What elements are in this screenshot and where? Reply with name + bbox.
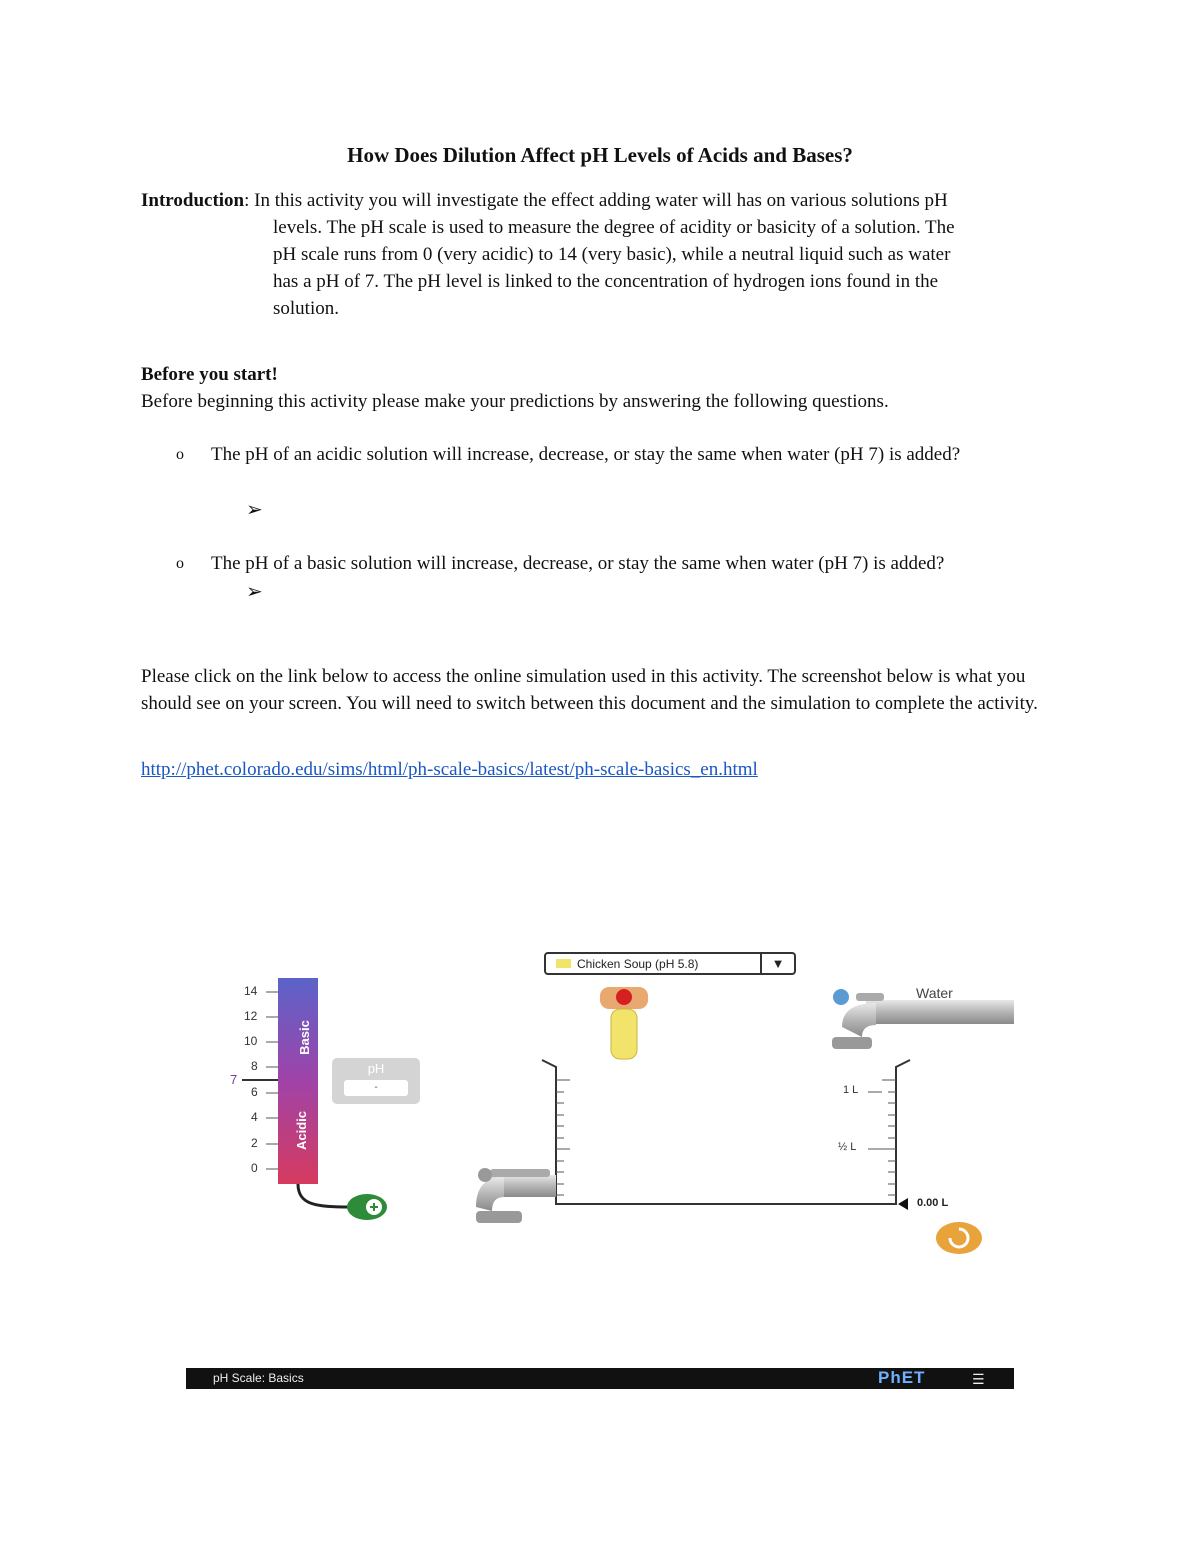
page-title: How Does Dilution Affect pH Levels of Acids and Bases? <box>347 143 853 167</box>
ph-tick-label: 6 <box>251 1085 258 1099</box>
before-text: Before beginning this activity please make your predictions by answering the following questions. <box>141 391 889 412</box>
answer-arrow-icon[interactable]: ➢ <box>246 499 263 521</box>
solution-dropdown[interactable] <box>544 952 796 975</box>
drain-faucet-handle <box>478 1168 492 1182</box>
probe-cable <box>298 1184 351 1207</box>
answer-arrow-icon[interactable]: ➢ <box>246 581 263 603</box>
acidic-label: Acidic <box>294 1110 310 1151</box>
dropper-tube <box>611 1009 637 1059</box>
solution-dropdown-label: Chicken Soup (pH 5.8) <box>577 957 699 971</box>
intro-line: has a pH of 7. The pH level is linked to the concentration of hydrogen ions found in the <box>273 271 939 292</box>
sim-footer-bar <box>186 1368 1014 1389</box>
phet-logo[interactable]: PhET <box>878 1368 926 1387</box>
reset-button <box>936 1222 982 1254</box>
ph-tick-label: 4 <box>251 1110 258 1124</box>
ph-meter-label: pH <box>367 1061 385 1076</box>
basic-label: Basic <box>296 1020 312 1055</box>
water-faucet <box>866 1000 1014 1024</box>
ph-tick-label: 10 <box>244 1034 258 1048</box>
intro-line: pH scale runs from 0 (very acidic) to 14 (very basic), while a neutral liquid such as water <box>273 244 951 265</box>
volume-readout: 0.00 L <box>917 1197 949 1209</box>
dropdown-arrow-icon[interactable]: ▼ <box>760 954 794 973</box>
before-heading: Before you start! <box>141 364 278 385</box>
solution-color-swatch <box>556 959 571 968</box>
ph-tick-label: 8 <box>251 1059 258 1073</box>
beaker <box>542 1060 910 1204</box>
ph-tick-label: 12 <box>244 1009 258 1023</box>
introduction <box>141 187 1061 322</box>
simulation-link[interactable]: http://phet.colorado.edu/sims/html/ph-scale-basics/latest/ph-scale-basics_en.html <box>141 759 758 780</box>
intro-line: levels. The pH scale is used to measure the degree of acidity or basicity of a solution. The <box>273 217 955 238</box>
ph-meter-value: - <box>344 1080 408 1096</box>
sim-title: pH Scale: Basics <box>213 1371 304 1385</box>
water-label: Water <box>916 985 953 1001</box>
ph-meter-display <box>332 1058 420 1104</box>
ph-tick-label: 14 <box>244 984 258 998</box>
ph-tick-label: 0 <box>251 1161 258 1175</box>
question-text: The pH of a basic solution will increase, decrease, or stay the same when water (pH 7) is added? <box>211 553 945 574</box>
instructions-paragraph: Please click on the link below to access the online simulation used in this activity. The screenshot below is what you should see on your screen. You will need to switch between this document and the simulation to complete the activity. <box>141 666 1038 714</box>
water-faucet-handle <box>833 989 849 1005</box>
menu-icon[interactable]: ☰ <box>972 1371 985 1387</box>
question-text: The pH of an acidic solution will increase, decrease, or stay the same when water (pH 7) is added? <box>211 444 961 465</box>
bullet-icon: o <box>176 446 184 463</box>
bullet-icon: o <box>176 555 184 572</box>
simulation-screenshot <box>186 945 1014 1390</box>
neutral-marker: 7 <box>230 1072 238 1087</box>
beaker-ticks <box>556 1080 896 1195</box>
intro-line: solution. <box>273 298 339 319</box>
ph-tick-label: 2 <box>251 1136 258 1150</box>
intro-first-line: : In this activity you will investigate the effect adding water will has on various solutions pH <box>244 190 948 211</box>
ph-scale-bar <box>278 978 318 1184</box>
intro-label: Introduction <box>141 190 245 211</box>
volume-half-label: ½ L <box>838 1141 857 1153</box>
volume-pointer-icon <box>898 1198 908 1210</box>
simulation-graphics <box>186 945 1014 1390</box>
volume-1l-label: 1 L <box>843 1084 859 1096</box>
